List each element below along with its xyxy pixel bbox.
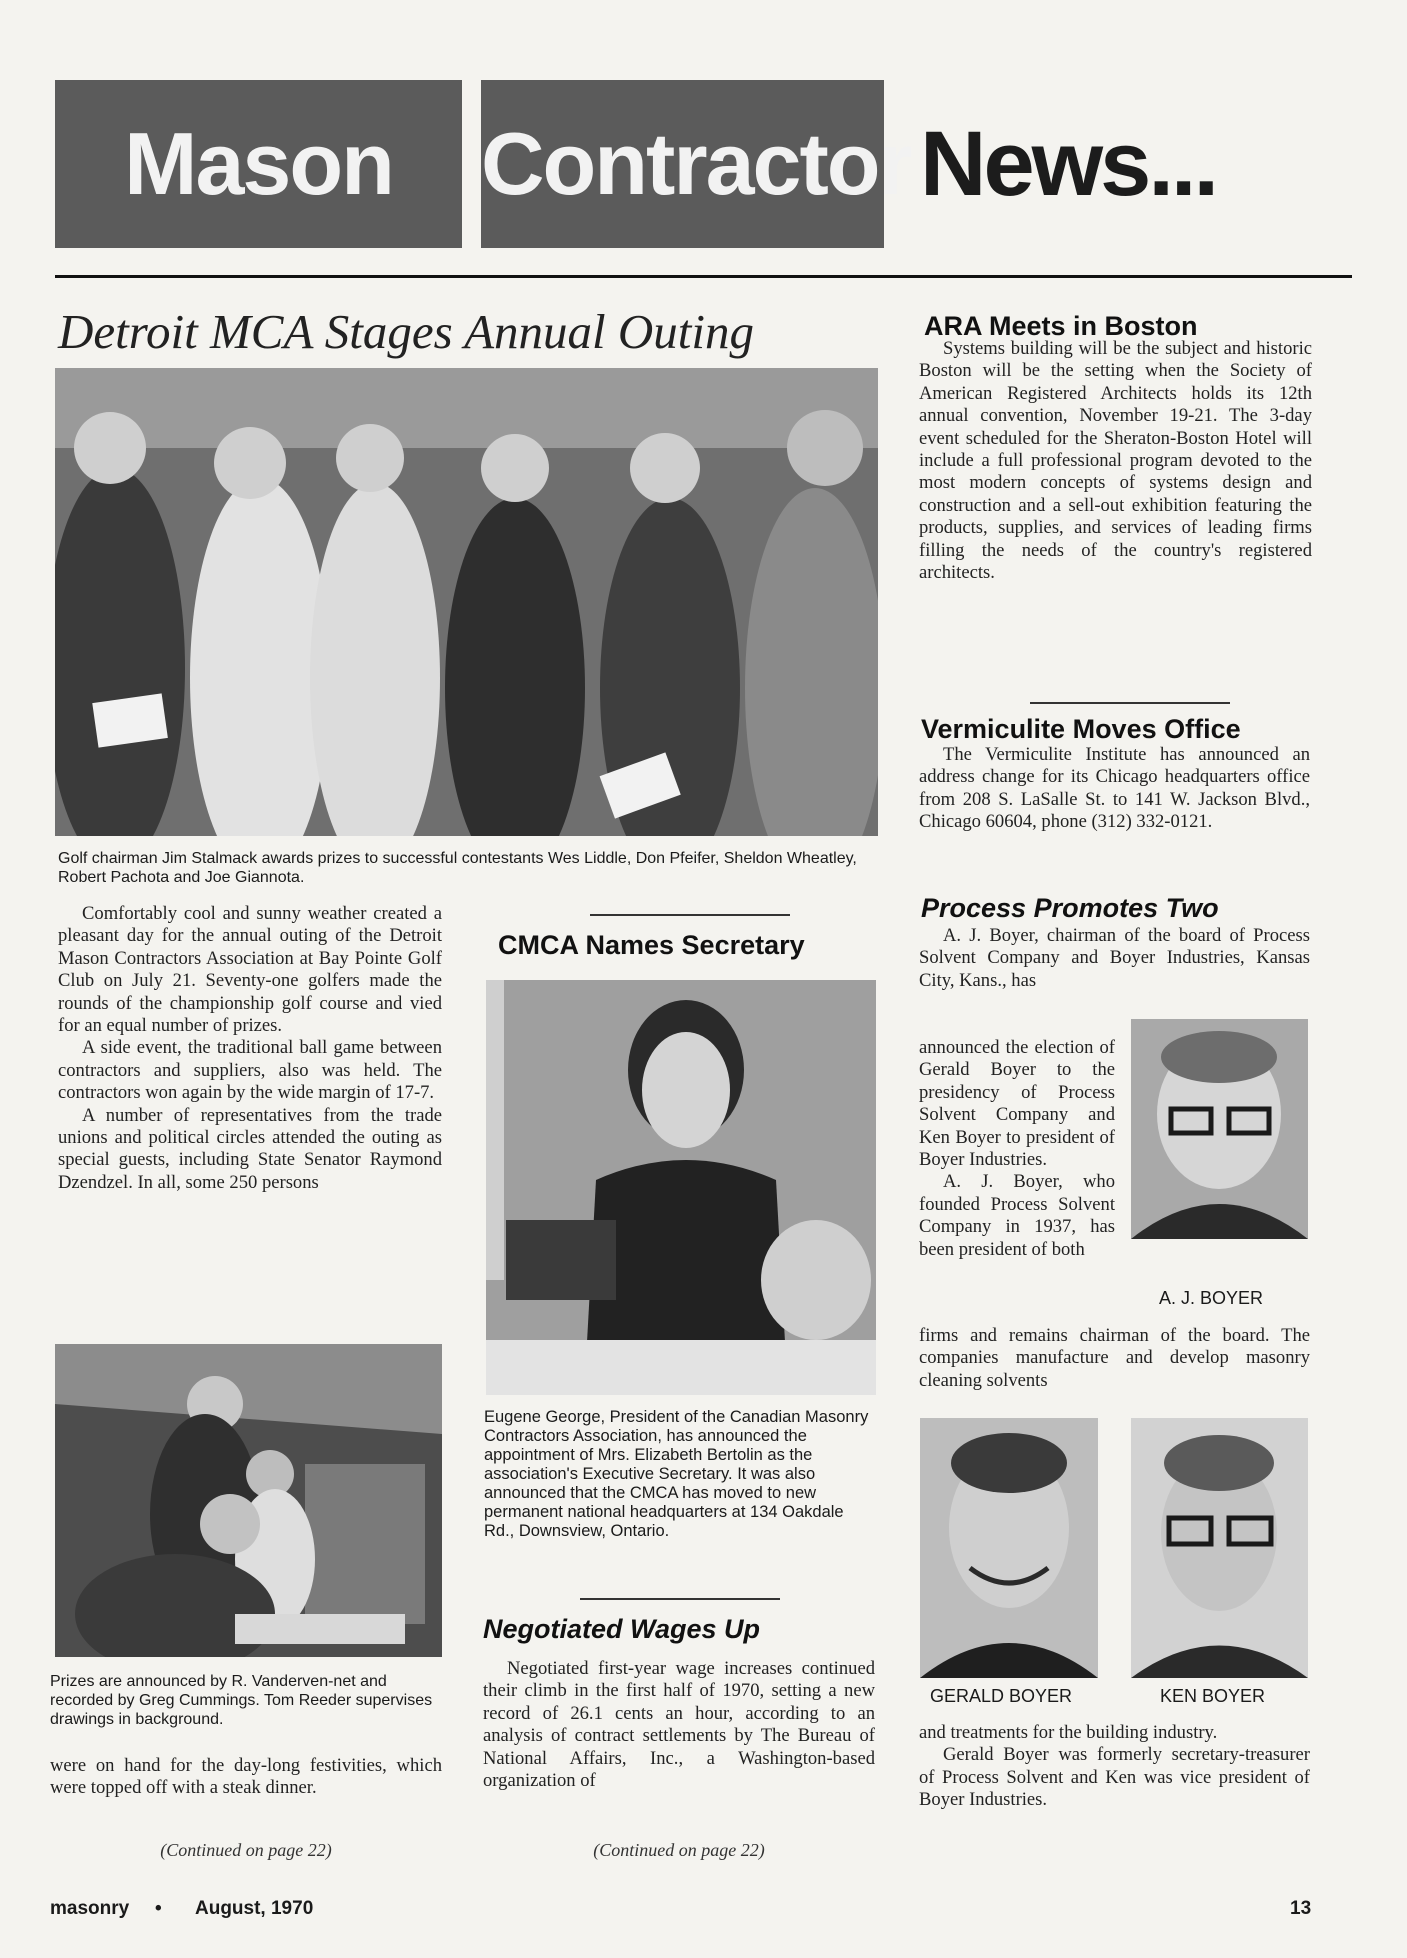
masthead-word-news: News... <box>920 113 1217 215</box>
footer-date: August, 1970 <box>195 1898 314 1919</box>
wages-body <box>483 1658 875 1792</box>
ara-headline: ARA Meets in Boston <box>924 311 1198 341</box>
vermiculite-headline: Vermiculite Moves Office <box>921 714 1241 744</box>
article1-para-1: Comfortably cool and sunny weather created a pleasant day for the annual outing of the Detroit Mason Contractors Association at Bay Pointe Golf Club on July 21. Seventy-one golfers made the rounds of the championship golf course and vied for an equal number of prizes. <box>58 903 442 1037</box>
process-headline: Process Promotes Two <box>921 893 1219 923</box>
process-para-1a: A. J. Boyer, chairman of the board of Process Solvent Company and Boyer Industries, Kansas City, Kans., has <box>919 925 1310 991</box>
article1-body-top <box>58 903 442 1194</box>
footer-page-number: 13 <box>1290 1898 1312 1919</box>
article1-para-3: A number of representatives from the trade unions and political circles attended the outing as special guests, including State Senator Raymond Dzendzel. In all, some 250 persons <box>58 1104 442 1193</box>
process-body-continued <box>919 1325 1310 1392</box>
process-para-2c: firms and remains chairman of the board. The companies manufacture and develop masonry cleaning solvents <box>919 1325 1310 1391</box>
article1-continued: (Continued on page 22) <box>160 1840 332 1860</box>
cmca-caption: Eugene George, President of the Canadian Masonry Contractors Association, has announced the appointment of Mrs. Elizabeth Bertolin as the association's Executive Secretary. It was also announced that the CMCA has moved to new permanent national headquarters at 134 Oakdale Rd., Downsview, Ontario. <box>484 1408 869 1540</box>
prize-drawing-photo <box>55 1344 442 1657</box>
footer-publication: masonry <box>50 1898 130 1919</box>
gerald-boyer-portrait <box>920 1418 1098 1678</box>
aj-boyer-portrait <box>1131 1019 1308 1239</box>
process-para-4: Gerald Boyer was formerly secretary-treasurer of Process Solvent and Ken was vice president of Boyer Industries. <box>919 1744 1310 1811</box>
vermiculite-para-1: The Vermiculite Institute has announced an address change for its Chicago headquarters office from 208 S. LaSalle St. to 141 W. Jackson Blvd., Chicago 60604, phone (312) 332-0121. <box>919 744 1310 833</box>
process-para-2: A. J. Boyer, who founded Process Solvent Company in 1937, has been president of both <box>919 1171 1115 1260</box>
ken-boyer-portrait <box>1131 1418 1308 1678</box>
process-body-narrow <box>919 1037 1115 1261</box>
ken-boyer-label: KEN BOYER <box>1160 1686 1266 1706</box>
ara-body <box>919 338 1312 584</box>
prize-photo-caption: Prizes are announced by R. Vanderven-net and recorded by Greg Cummings. Tom Reeder supervises drawings in background. <box>50 1673 433 1728</box>
wages-para-1: Negotiated first-year wage increases continued their climb in the first half of 1970, setting a new record of 26.1 cents an hour, according to an analysis of contract settlements by The Bureau of National Affairs, Inc., a Washington-based organization of <box>483 1658 875 1792</box>
masthead-box-1 <box>55 80 462 248</box>
vermiculite-rule <box>1030 702 1230 704</box>
process-para-3: and treatments for the building industry. <box>919 1722 1218 1743</box>
article1-headline: Detroit MCA Stages Annual Outing <box>58 304 754 359</box>
cmca-headline: CMCA Names Secretary <box>498 930 805 960</box>
bertolin-photo <box>486 980 876 1395</box>
golf-prize-photo <box>55 368 878 836</box>
gerald-boyer-label: GERALD BOYER <box>930 1686 1073 1706</box>
article1-body-bottom <box>50 1755 442 1800</box>
masthead-rule <box>55 275 1352 278</box>
aj-boyer-label: A. J. BOYER <box>1159 1288 1264 1308</box>
ara-para-1: Systems building will be the subject and historic Boston will be the setting when the Society of American Registered Architects holds its 12th annual convention, November 19-21. The 3-day event scheduled for the Sheraton-Boston Hotel will include a full professional program devoted to the most modern concepts of systems design and construction and a sell-out exhibition featuring the products, supplies, and services of leading firms filling the needs of the country's registered architects. <box>919 338 1312 584</box>
golf-photo-caption: Golf chairman Jim Stalmack awards prizes to successful contestants Wes Liddle, Don Pfeifer, Sheldon Wheatley, Robert Pachota and Joe Giannota. <box>58 850 857 886</box>
vermiculite-body <box>919 744 1310 834</box>
masthead-word-contractor: Contractor <box>481 114 911 213</box>
article1-para-4: were on hand for the day-long festivities, which were topped off with a steak dinner. <box>50 1755 442 1799</box>
article1-para-2: A side event, the traditional ball game between contractors and suppliers, also was held. The contractors won again by the wide margin of 17-7. <box>58 1037 442 1104</box>
process-para-1b: announced the election of Gerald Boyer to the presidency of Process Solvent Company and Ken Boyer to president of Boyer Industries. <box>919 1037 1115 1171</box>
cmca-rule <box>590 914 790 916</box>
footer-bullet: • <box>155 1898 162 1919</box>
process-body-top <box>919 925 1310 992</box>
masthead-box-2 <box>481 80 911 248</box>
masthead-word-mason: Mason <box>124 114 393 213</box>
process-body-bottom <box>919 1722 1310 1812</box>
wages-rule <box>580 1598 780 1600</box>
wages-headline: Negotiated Wages Up <box>483 1614 761 1644</box>
wages-continued: (Continued on page 22) <box>593 1840 765 1860</box>
